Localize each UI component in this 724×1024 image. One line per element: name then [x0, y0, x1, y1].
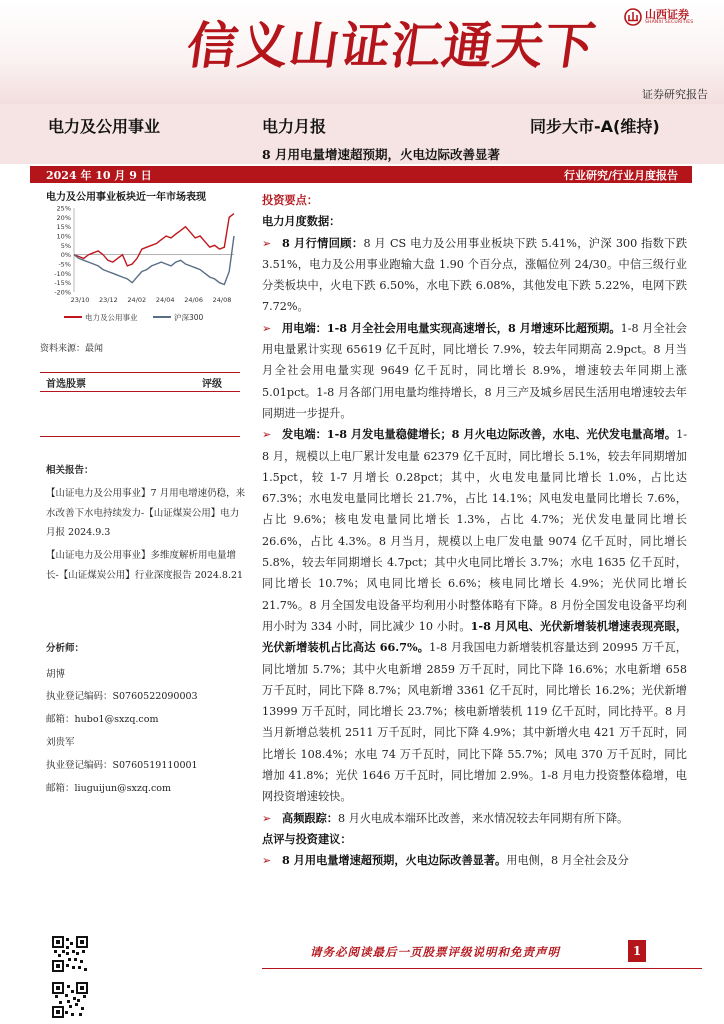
paragraph-text: 8 月 CS 电力及公用事业板块下跌 5.41%，沪深 300 指数下跌 3.51%，电力及公用事业跑输大盘 1.90 个百分点，涨幅位列 24/30。中信三级行业分类板块中，火电下跌 6.50%，水电下跌 6.08%，其他发电下跌 5.22%，电网下跌 7.72%。: [262, 236, 688, 314]
paragraph-advice: [262, 850, 687, 871]
chart-title: 电力及公用事业板块近一年市场表现: [46, 192, 206, 203]
main-content: [262, 190, 687, 872]
analyst-email[interactable]: 邮箱：liuguijun@sxzq.com: [46, 783, 172, 794]
report-category: 行业研究/行业月度报告: [563, 169, 678, 182]
industry-rating: 同步大市-A(维持): [530, 117, 660, 136]
arrow-bullet-icon: ➢: [262, 321, 272, 335]
paragraph-text: 用电侧，8 月全社会及分: [506, 854, 629, 868]
y-tick-label: -15%: [54, 279, 71, 288]
paragraph-heading: 8 月行情回顾：: [282, 235, 364, 250]
arrow-bullet-icon: ➢: [262, 236, 272, 250]
highlights-label: 投资要点：: [262, 193, 318, 207]
paragraph-high-frequency: [262, 808, 687, 829]
y-tick-label: -5%: [58, 260, 71, 269]
divider-line: [40, 391, 240, 392]
related-report-link[interactable]: 【山证电力及公用事业】多维度解析用电量增长-【山证煤炭公用】行业深度报告 2024.8.21: [46, 550, 244, 581]
analysts-title: 分析师：: [46, 643, 85, 654]
slogan: 信义山证汇通天下: [183, 17, 600, 75]
analyst-name: 刘贵军: [46, 737, 75, 748]
analyst-registration: 执业登记编码：S0760519110001: [46, 760, 198, 771]
arrow-bullet-icon: ➢: [262, 428, 272, 442]
legend-label: 电力及公用事业: [85, 313, 138, 322]
y-tick-label: 5%: [60, 241, 71, 250]
footer-divider: [262, 968, 702, 969]
series-line: [74, 236, 234, 285]
paragraph-market-review: [262, 233, 687, 318]
header-banner: [0, 0, 724, 104]
y-tick-label: 20%: [56, 213, 71, 222]
top-picks-rating-header: 评级: [202, 379, 222, 390]
y-tick-label: 25%: [56, 204, 71, 213]
paragraph-consumption: [262, 318, 687, 424]
arrow-bullet-icon: ➢: [262, 811, 272, 825]
paragraph-heading: 1-8 月风电、光伏新增装机增速表现亮眼，光伏新增装机占比高达 66.7%。: [262, 618, 688, 655]
logo-sub: SHANXI SECURITIES: [645, 19, 694, 25]
chart-source: 资料来源：最闻: [40, 344, 104, 354]
doc-kind: 电力月报: [262, 117, 327, 136]
divider-line: [40, 372, 240, 373]
industry-name: 电力及公用事业: [48, 117, 161, 136]
logo-mark-icon: [624, 8, 642, 26]
report-date: 2024 年 10 月 9 日: [46, 169, 152, 182]
x-tick-label: 23/10: [70, 296, 90, 304]
advice-label: 点评与投资建议：: [262, 831, 352, 846]
y-tick-label: 10%: [56, 232, 71, 241]
report-headline: 8 月用电量增速超预期，火电边际改善显著: [262, 147, 501, 162]
monthly-data-label: 电力月度数据：: [262, 214, 341, 229]
y-tick-label: 15%: [56, 223, 71, 232]
legend-label: 沪深300: [174, 313, 204, 322]
paragraph-heading: 8 月用电量增速超预期，火电边际改善显著。: [282, 853, 507, 868]
related-reports-title: 相关报告：: [46, 465, 94, 476]
qr-code-icon: [52, 936, 88, 972]
analyst-registration: 执业登记编码：S0760522090003: [46, 691, 198, 702]
chart-svg: [46, 202, 242, 332]
paragraph-generation: [262, 424, 687, 807]
x-tick-label: 24/04: [155, 296, 175, 304]
x-tick-label: 24/06: [184, 296, 203, 304]
x-tick-label: 24/02: [127, 296, 147, 304]
paragraph-heading: 用电端：1-8 月全社会用电量实现高速增长，8 月增速环比超预期。: [282, 320, 621, 335]
top-picks-header: 首选股票: [46, 379, 86, 390]
related-report-link[interactable]: 【山证电力及公用事业】7 月用电增速仍稳，来水改善下水电持续发力-【山证煤炭公用】电力月报 2024.9.3: [46, 488, 246, 538]
market-performance-chart: [46, 202, 242, 332]
divider-line: [40, 436, 240, 437]
qr-code-icon: [52, 982, 88, 1018]
paragraph-heading: 发电端：1-8 月发电量稳健增长；8 月火电边际改善，水电、光伏发电量高增。: [282, 427, 677, 442]
x-tick-label: 24/08: [212, 296, 232, 304]
analyst-email[interactable]: 邮箱：hubo1@sxzq.com: [46, 714, 159, 725]
brand-logo: [624, 6, 693, 28]
paragraph-text: 1-8 月我国电力新增装机容量达到 20995 万千瓦，同比增加 5.7%；其中火电新增 2859 万千瓦时，同比下降 16.6%；水电新增 658 万千瓦时，同比下降 8.7%；风电新增 3361 亿千瓦时，同比增长 16.2%；光伏新增 13999 万千瓦时，同比增长 23.7%；核电新增装机 119 亿千瓦时，同比持平。8 月当月新增总装机 2511 万千瓦时，同比下降 4.9%；其中新增火电 421 万千瓦时，同比增长 108.4%；水电 74 万千瓦时，同比下降 55.7%；风电 370 万千瓦时，同比增加 41.8%；光伏 1646 万千瓦时，同比增加 2.9%。1-8 月电力投资整体稳增，电网投资增速较快。: [262, 641, 687, 804]
y-tick-label: -10%: [54, 269, 71, 278]
x-tick-label: 23/12: [99, 296, 118, 304]
report-type: 证券研究报告: [642, 88, 708, 101]
paragraph-text: 8 月火电成本端环比改善，来水情况较去年同期有所下降。: [337, 811, 629, 825]
paragraph-text: 1-8 月全社会用电量累计实现 65619 亿千瓦时，同比增长 7.9%，较去年同期高 2.9pct。8 月当月全社会用电量实现 9649 亿千瓦时，同比增长 8.9%，增速较去年同期上涨 5.01pct。1-8 月各部门用电量均维持增长，8 月三产及城乡居民生活用电增速较去年同期进一步提升。: [262, 321, 687, 420]
disclaimer-notice: 请务必阅读最后一页股票评级说明和免责声明: [310, 945, 560, 959]
y-tick-label: 0%: [60, 251, 71, 260]
arrow-bullet-icon: ➢: [262, 854, 272, 868]
y-tick-label: -20%: [54, 288, 71, 297]
logo-name: 山西证券: [645, 7, 689, 21]
paragraph-heading: 高频跟踪：: [282, 810, 338, 825]
paragraph-text: 1-8 月，规模以上电厂累计发电量 62379 亿千瓦时，同比增长 5.1%，较去年同期增加 1.5pct，较 1-7 月增长 0.28pct；其中，火电发电量同比增长 1.0%，占比达 67.3%；水电发电量同比增长 21.7%，占比 14.1%；风电发电量同比增长 7.6%，占比 9.6%；核电发电量同比增长 1.3%，占比 4.7%；光伏发电量同比增长 26.6%，占比 4.3%。8 月当月，规模以上电厂发电量 9074 亿千瓦时，同比增长 5.8%，较去年同期增长 4.7pct；其中火电同比增长 3.7%；水电 1635 亿千瓦时，同比增长 10.7%；风电同比增长 6.6%；核电同比增长 4.9%；光伏同比增长 21.7%。8 月全国发电设备平均利用小时整体略有下降。8 月份全国发电设备平均利用小时为 334 小时，同比减少 10 小时。: [262, 428, 687, 633]
page-number: 1: [628, 940, 646, 962]
series-line: [74, 214, 234, 266]
analyst-name: 胡博: [46, 669, 66, 680]
